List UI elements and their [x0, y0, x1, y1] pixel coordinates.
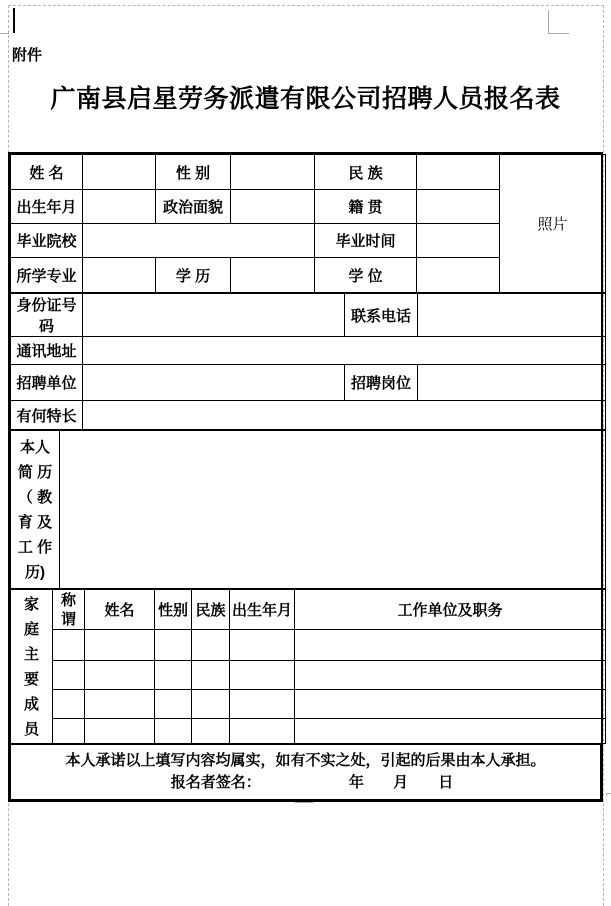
field-label-recruiting-unit: 招聘单位 — [11, 365, 83, 401]
resume-label-line: 本人 — [19, 438, 50, 456]
field-value-education[interactable] — [231, 258, 315, 293]
field-value-birth-date[interactable] — [83, 190, 156, 224]
basic-info-section — [10, 154, 606, 293]
resume-label-line: 历) — [25, 563, 45, 581]
family-cell-relation[interactable] — [53, 661, 85, 690]
field-value-degree[interactable] — [417, 258, 500, 293]
field-label-graduate-school: 毕业院校 — [11, 224, 83, 258]
day-label: 日 — [438, 774, 454, 791]
promise-section — [10, 744, 601, 800]
field-label-ethnicity: 民 族 — [315, 155, 417, 190]
field-label-major: 所学专业 — [11, 258, 83, 293]
family-cell-birth-date[interactable] — [230, 690, 295, 719]
year-label: 年 — [348, 774, 364, 791]
family-header-relation: 称谓 — [53, 590, 85, 630]
family-cell-birth-date[interactable] — [230, 719, 295, 744]
resume-label-line: 育 及 — [17, 513, 53, 531]
family-section-label: 家庭主要成员 — [11, 590, 53, 744]
family-header-name: 姓名 — [85, 590, 155, 630]
resume-label-line: （ 教 — [17, 488, 53, 506]
field-label-political-status: 政治面貌 — [156, 190, 231, 224]
photo-cell[interactable]: 照片 — [500, 155, 606, 293]
family-cell-name[interactable] — [85, 630, 155, 661]
family-cell-employer-position[interactable] — [295, 630, 606, 661]
family-cell-relation[interactable] — [53, 630, 85, 661]
field-label-phone: 联系电话 — [345, 294, 418, 337]
promise-statement: 本人承诺以上填写内容均属实，如有不实之处，引起的后果由本人承担。 — [65, 752, 546, 769]
field-label-gender: 性 别 — [156, 155, 231, 190]
family-cell-employer-position[interactable] — [295, 719, 606, 744]
family-cell-employer-position[interactable] — [295, 690, 606, 719]
field-value-political-status[interactable] — [231, 190, 315, 224]
resume-label-line: 简 历 — [17, 463, 53, 481]
field-value-graduate-school[interactable] — [83, 224, 315, 258]
family-cell-birth-date[interactable] — [230, 661, 295, 690]
contact-section — [10, 293, 606, 430]
field-value-phone[interactable] — [418, 294, 606, 337]
field-label-native-place: 籍 贯 — [315, 190, 417, 224]
family-cell-gender[interactable] — [155, 719, 192, 744]
form-title: 广南县启星劳务派遣有限公司招聘人员报名表 — [50, 85, 561, 113]
field-label-education: 学 历 — [156, 258, 231, 293]
resume-label-line: 工 作 — [17, 538, 53, 556]
field-value-ethnicity[interactable] — [417, 155, 500, 190]
field-value-name[interactable] — [83, 155, 156, 190]
family-header-employer-position: 工作单位及职务 — [295, 590, 606, 630]
family-cell-name[interactable] — [85, 719, 155, 744]
crop-mark-top-right-horizontal — [548, 33, 569, 34]
crop-mark-top-left — [0, 33, 9, 34]
family-cell-ethnicity[interactable] — [192, 719, 230, 744]
family-cell-gender[interactable] — [155, 661, 192, 690]
family-cell-name[interactable] — [85, 661, 155, 690]
family-cell-gender[interactable] — [155, 690, 192, 719]
family-cell-relation[interactable] — [53, 690, 85, 719]
family-header-gender: 性别 — [155, 590, 192, 630]
text-cursor — [13, 8, 15, 33]
family-cell-name[interactable] — [85, 690, 155, 719]
field-value-mailing-address[interactable] — [83, 337, 606, 365]
field-value-recruiting-unit[interactable] — [83, 365, 345, 401]
promise-cell — [11, 745, 601, 800]
family-cell-ethnicity[interactable] — [192, 630, 230, 661]
crop-mark-top-right-vertical — [548, 10, 549, 33]
month-label: 月 — [393, 774, 409, 791]
field-label-mailing-address: 通讯地址 — [11, 337, 83, 365]
field-value-gender[interactable] — [231, 155, 315, 190]
field-value-graduation-time[interactable] — [417, 224, 500, 258]
family-cell-relation[interactable] — [53, 719, 85, 744]
family-header-ethnicity: 民族 — [192, 590, 230, 630]
field-value-id-number[interactable] — [83, 294, 345, 337]
field-label-recruiting-post: 招聘岗位 — [345, 365, 418, 401]
field-label-id-number: 身份证号码 — [11, 294, 83, 337]
field-label-degree: 学 位 — [315, 258, 417, 293]
family-section — [10, 589, 606, 744]
signature-line — [13, 774, 598, 792]
family-cell-ethnicity[interactable] — [192, 661, 230, 690]
field-value-native-place[interactable] — [417, 190, 500, 224]
attachment-label: 附件 — [12, 47, 43, 64]
field-value-specialties[interactable] — [83, 401, 606, 430]
signature-label: 报名者签名： — [170, 774, 261, 791]
field-value-major[interactable] — [83, 258, 156, 293]
resume-section — [10, 430, 606, 589]
family-cell-employer-position[interactable] — [295, 661, 606, 690]
family-cell-ethnicity[interactable] — [192, 690, 230, 719]
family-header-birth-date: 出生年月 — [230, 590, 295, 630]
family-cell-gender[interactable] — [155, 630, 192, 661]
family-cell-birth-date[interactable] — [230, 630, 295, 661]
resume-section-label — [11, 431, 60, 589]
application-form-table — [8, 152, 603, 802]
field-label-specialties: 有何特长 — [11, 401, 83, 430]
resume-content-area[interactable] — [60, 431, 606, 589]
field-label-name: 姓 名 — [11, 155, 83, 190]
field-label-birth-date: 出生年月 — [11, 190, 83, 224]
field-label-graduation-time: 毕业时间 — [315, 224, 417, 258]
field-value-recruiting-post[interactable] — [418, 365, 606, 401]
